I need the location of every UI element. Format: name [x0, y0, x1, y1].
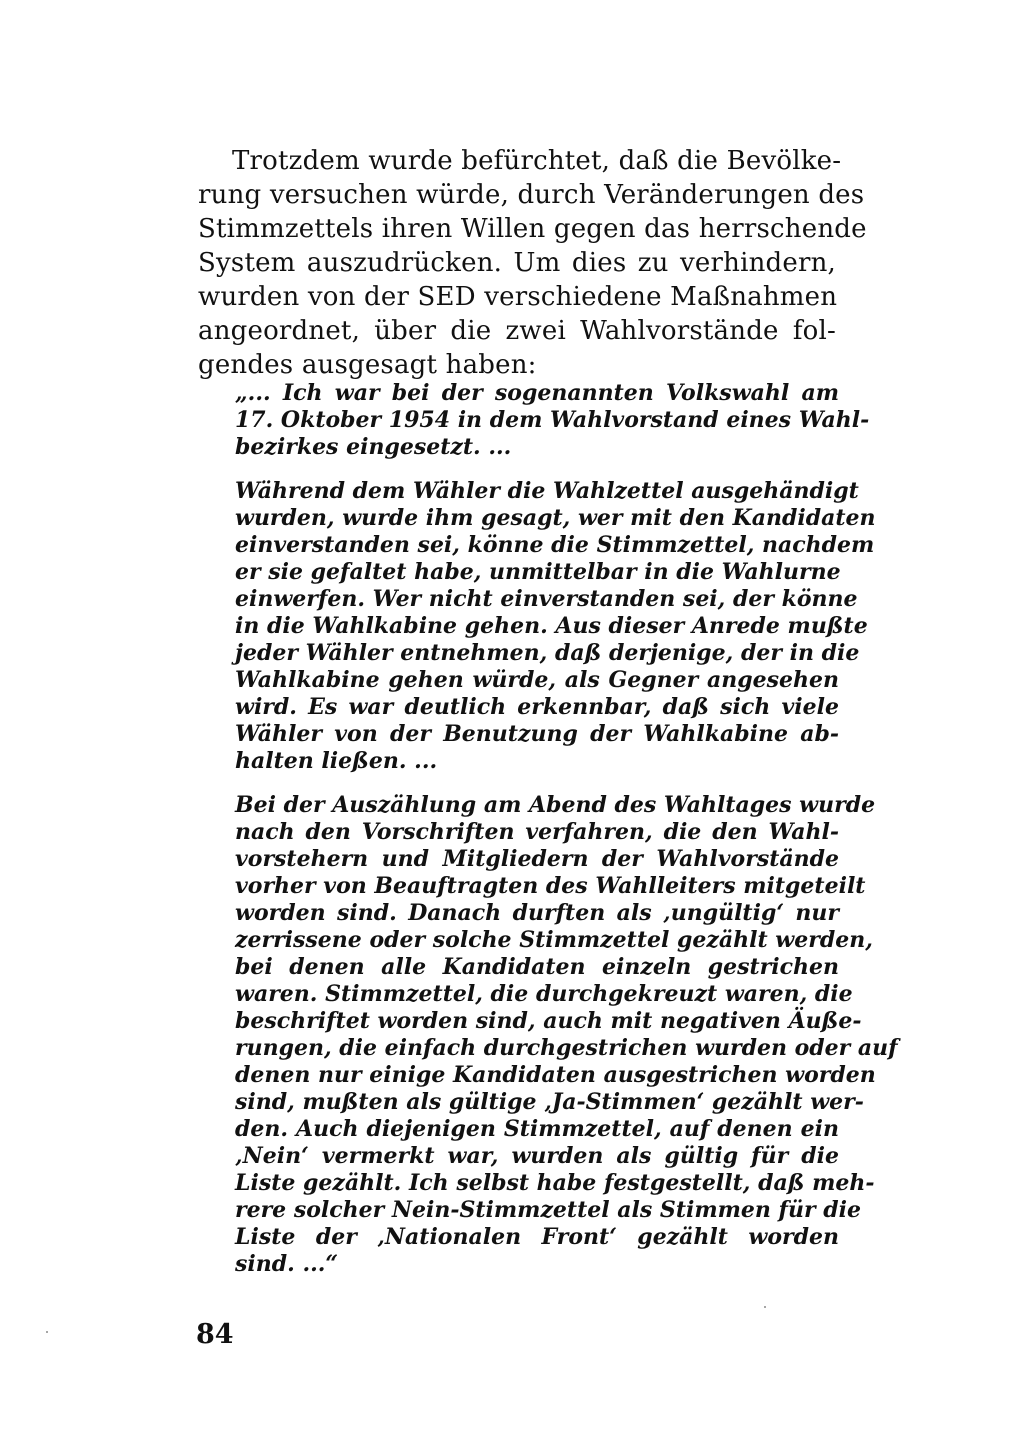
quote-line: vorher von Beauftragten des Wahlleiters mitgeteilt: [235, 873, 866, 899]
quote-line: er sie gefaltet habe, unmittelbar in die Wahlurne: [235, 559, 841, 585]
text-line: Trotzdem wurde befürchtet, daß die Bevölke-: [232, 146, 842, 176]
quote-line: rungen, die einfach durchgestrichen wurden oder auf: [235, 1035, 898, 1061]
quote-line: Bei der Auszählung am Abend des Wahltages wurde: [235, 792, 876, 818]
quote-line: einverstanden sei, könne die Stimmzettel, nachdem: [235, 532, 875, 558]
quote-line: den. Auch diejenigen Stimmzettel, auf denen ein: [235, 1116, 839, 1142]
quote-line: nach den Vorschriften verfahren, die den Wahl-: [235, 819, 839, 845]
quote-line: in die Wahlkabine gehen. Aus dieser Anrede mußte: [235, 613, 868, 639]
quote-line: waren. Stimmzettel, die durchgekreuzt waren, die: [235, 981, 853, 1007]
quote-line: Wahlkabine gehen würde, als Gegner angesehen: [235, 667, 839, 693]
quote-line: sind, mußten als gültige ‚Ja-Stimmen‘ gezählt wer-: [235, 1089, 864, 1115]
quote-line: sind. ...“: [235, 1251, 339, 1277]
quote-line: bei denen alle Kandidaten einzeln gestrichen: [235, 954, 839, 980]
quote-line: vorstehern und Mitgliedern der Wahlvorstände: [235, 846, 839, 872]
paper-speck: [764, 1306, 766, 1308]
text-line: rung versuchen würde, durch Veränderungen des: [198, 180, 865, 210]
quote-line: 17. Oktober 1954 in dem Wahlvorstand eines Wahl-: [235, 407, 870, 433]
quote-line: wurden, wurde ihm gesagt, wer mit den Kandidaten: [235, 505, 876, 531]
text-line: Stimmzettels ihren Willen gegen das herrschende: [198, 214, 867, 244]
quote-line: Liste der ‚Nationalen Front‘ gezählt worden: [235, 1224, 839, 1250]
quote-line: jeder Wähler entnehmen, daß derjenige, der in die: [235, 640, 860, 666]
quote-line: denen nur einige Kandidaten ausgestrichen worden: [235, 1062, 876, 1088]
quote-line: Wähler von der Benutzung der Wahlkabine ab-: [235, 721, 839, 747]
quote-line: beschriftet worden sind, auch mit negativen Äuße-: [235, 1008, 862, 1034]
text-line: gendes ausgesagt haben:: [198, 350, 537, 380]
quote-line: wird. Es war deutlich erkennbar, daß sich viele: [235, 694, 839, 720]
quote-line: „... Ich war bei der sogenannten Volkswahl am: [235, 380, 839, 406]
quote-line: Liste gezählt. Ich selbst habe festgestellt, daß meh-: [235, 1170, 875, 1196]
paper-speck: [46, 1331, 48, 1333]
quote-line: Während dem Wähler die Wahlzettel ausgehändigt: [235, 478, 859, 504]
quote-line: einwerfen. Wer nicht einverstanden sei, der könne: [235, 586, 858, 612]
quote-line: ‚Nein‘ vermerkt war, wurden als gültig für die: [235, 1143, 839, 1169]
quote-line: bezirkes eingesetzt. ...: [235, 434, 512, 460]
quote-line: rere solcher Nein-Stimmzettel als Stimmen für die: [235, 1197, 861, 1223]
page-number: 84: [196, 1319, 234, 1350]
quote-line: zerrissene oder solche Stimmzettel gezählt werden,: [235, 927, 873, 953]
quote-line: worden sind. Danach durften als ‚ungültig‘ nur: [235, 900, 839, 926]
text-line: System auszudrücken. Um dies zu verhindern,: [198, 248, 836, 278]
text-line: angeordnet, über die zwei Wahlvorstände fol-: [198, 316, 836, 346]
text-line: wurden von der SED verschiedene Maßnahmen: [198, 282, 838, 312]
quote-line: halten ließen. ...: [235, 748, 438, 774]
